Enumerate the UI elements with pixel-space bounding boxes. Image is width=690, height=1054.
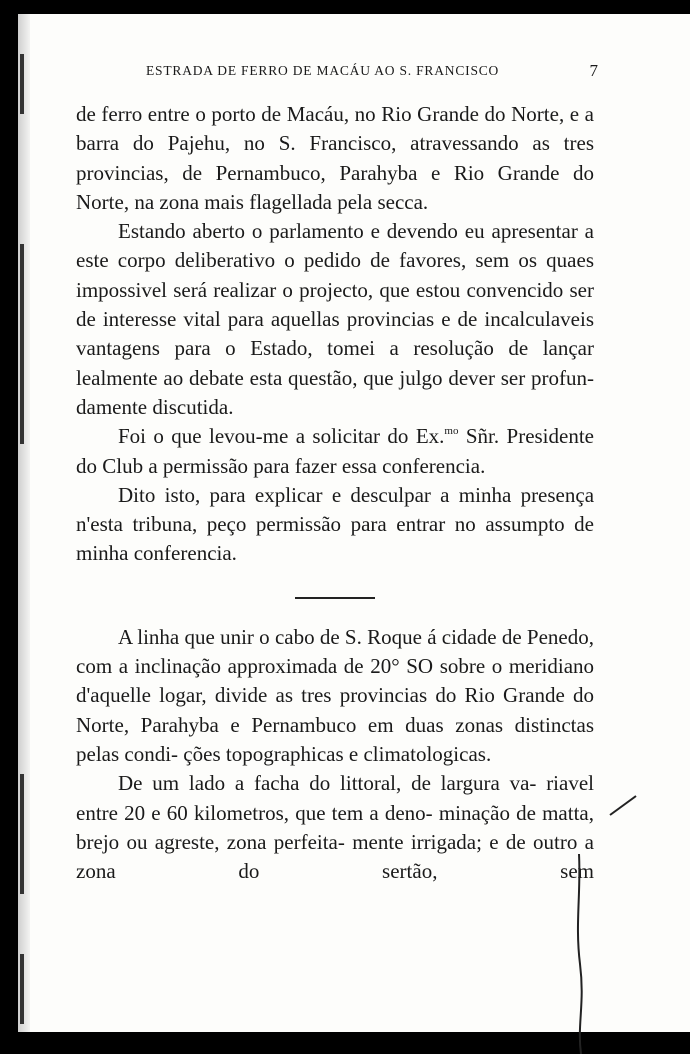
page-spine-shadow — [18, 14, 30, 1032]
text-line: conferencia. — [382, 453, 486, 478]
text-line: projecto, que estou convencido ser de interesse vital — [76, 277, 594, 332]
text-line: atravessando as tres provincias, de Pernambuco, — [76, 131, 594, 185]
text-line: para o Estado, tomei a resolução de lançar lealmente — [76, 336, 594, 390]
page-header — [18, 61, 690, 85]
margin-pencil-line — [565, 854, 595, 1054]
paragraph-3 — [76, 422, 594, 481]
superscript-mo: mo — [444, 425, 459, 438]
text-line: do Norte, e a barra do Pajehu, no S. Francisco, — [76, 102, 594, 156]
text-line: sobre o meridiano d'aquelle logar, divide as tres — [76, 654, 595, 708]
text-line: Estando aberto o parlamento e devendo eu — [118, 219, 485, 244]
text-line: Presidente do Club a permissão para fazer essa — [76, 424, 594, 478]
spine-mark — [20, 244, 24, 444]
text-line: Dito isto, para explicar e desculpar a minha — [118, 482, 512, 507]
text-line: para aquellas provincias e de incalculaveis vantagens — [76, 307, 595, 361]
text-line: flagellada pela secca. — [249, 189, 429, 214]
page-number: 7 — [589, 61, 598, 80]
text-line: damente discutida. — [76, 394, 234, 419]
text-line: Parahyba e Rio Grande do Norte, na zona mais — [76, 160, 594, 214]
text-line: no assumpto de minha conferencia. — [76, 512, 595, 566]
text-line: minação de matta, brejo ou agreste, zona perfeita- — [76, 800, 594, 854]
paragraph-1 — [76, 100, 594, 217]
text-line: De um lado a facha do littoral, de largura va- — [118, 771, 537, 796]
paragraph-6 — [76, 769, 594, 886]
text-line: Foi o que levou-me a solicitar do Ex. — [118, 424, 445, 449]
paragraph-4 — [76, 481, 594, 569]
text-line: de Penedo, com a inclinação approximada de 20° SO — [76, 624, 594, 679]
text-line: A linha que unir o cabo de S. Roque á cidade — [118, 624, 497, 649]
text-line: riavel entre 20 e 60 kilometros, que tem a deno- — [76, 771, 594, 825]
text-line: mente irrigada; e de outro a zona do sertão, sem — [76, 829, 595, 884]
section-divider — [295, 597, 375, 599]
body-text — [76, 100, 594, 886]
running-title: ESTRADA DE FERRO DE MACÁU AO S. FRANCISCO — [146, 63, 500, 78]
paragraph-2 — [76, 217, 594, 422]
text-line: Pernambuco em duas zonas distinctas pelas condi- — [76, 712, 595, 766]
text-line: presença n'esta tribuna, peço permissão para entrar — [76, 482, 595, 537]
spine-mark — [20, 954, 24, 1024]
book-page — [18, 14, 690, 1032]
text-line: ções topographicas e climatologicas. — [183, 741, 492, 766]
spine-mark — [20, 774, 24, 894]
text-line: Sñr. — [458, 424, 500, 449]
text-line: provincias do Rio Grande do Norte, Parahyba e — [76, 683, 595, 737]
text-line: favores, sem os quaes impossivel será realizar o — [76, 248, 594, 302]
text-line: ao debate esta questão, que julgo dever ser profun- — [163, 365, 594, 390]
text-line: de ferro entre o porto de Macáu, no Rio Grande — [76, 102, 479, 126]
margin-pencil-stroke — [604, 793, 644, 817]
text-line: apresentar a este corpo deliberativo o pedido de — [76, 219, 595, 273]
paragraph-5 — [76, 623, 594, 769]
